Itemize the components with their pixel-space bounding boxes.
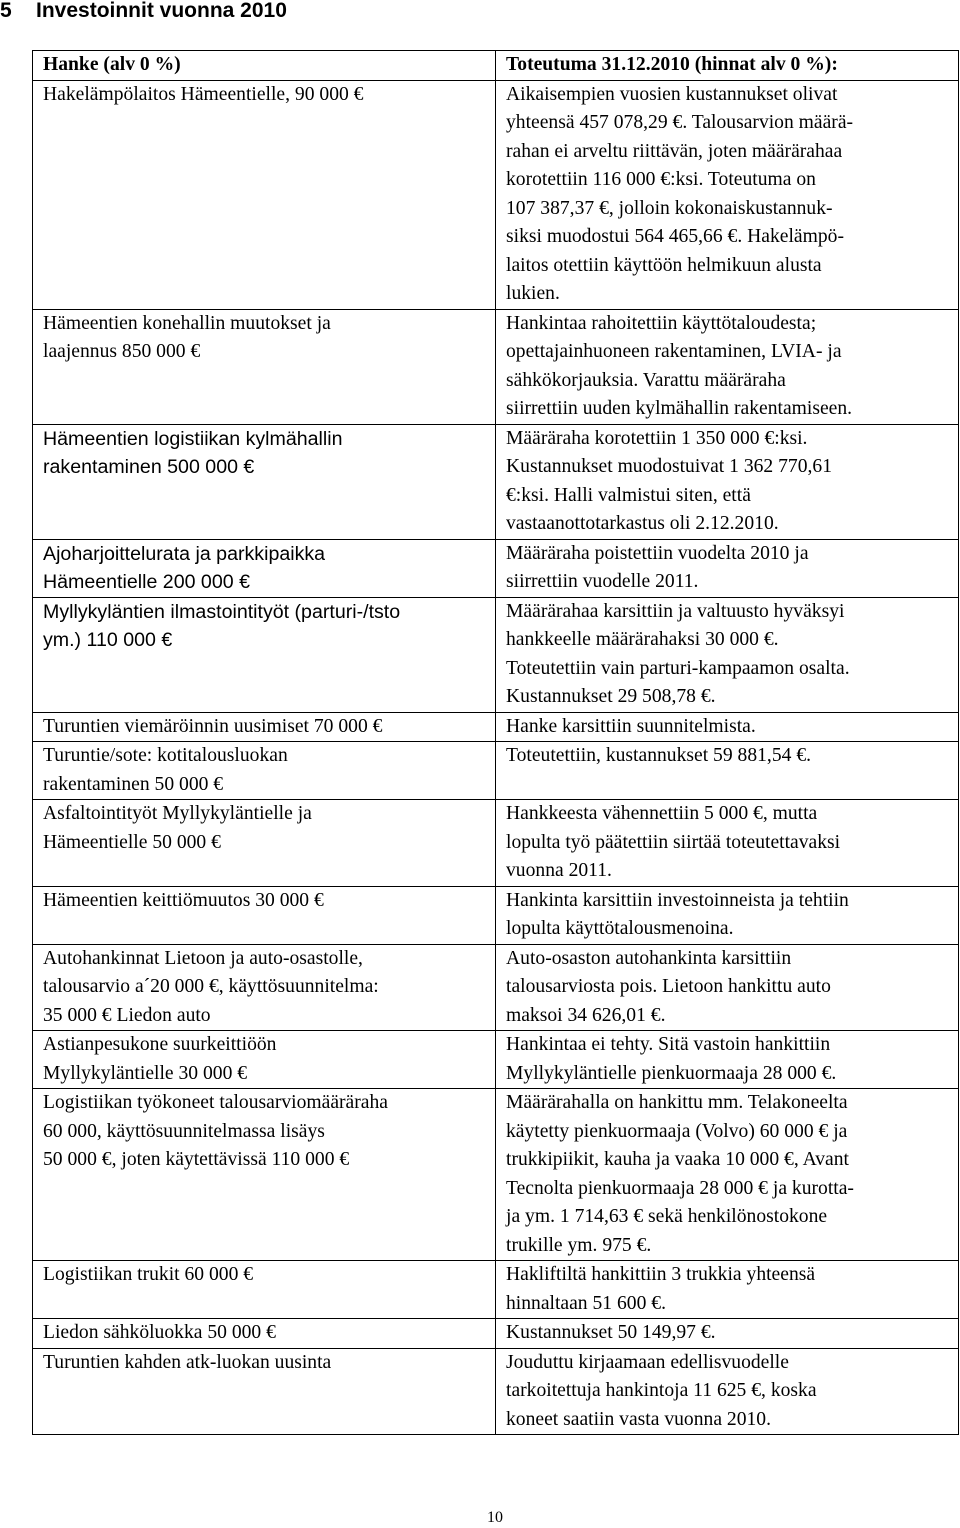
project-line: ym.) 110 000 € [43,629,173,651]
realization-line: Myllykyläntielle pienkuormaaja 28 000 €. [506,1062,837,1084]
realization-line: Hanke karsittiin suunnitelmista. [506,715,756,737]
realization-line: vastaanottotarkastus oli 2.12.2010. [506,513,779,534]
realization-cell [496,742,959,800]
realization-line: tarkoitettuja hankintoja 11 625 €, koska [506,1380,817,1401]
realization-line: Määräraha poistettiin vuodelta 2010 ja [506,542,809,564]
project-line: Ajoharjoittelurata ja parkkipaikka [43,542,326,565]
realization-line: trukkipiikit, kauha ja vaaka 10 000 €, Avant [506,1149,849,1170]
realization-line: vuonna 2011. [506,860,612,881]
project-cell [33,1031,496,1089]
realization-line: €:ksi. Halli valmistui siten, että [506,484,751,506]
realization-line: Määräraha korotettiin 1 350 000 €:ksi. [506,427,808,449]
realization-line: Tecnolta pienkuormaaja 28 000 € ja kurotta- [506,1177,854,1199]
realization-line: Kustannukset 50 149,97 €. [506,1322,716,1343]
realization-line: lopulta työ päätettiin siirtää toteutettavaksi [506,831,841,853]
realization-line: Kustannukset muodostuivat 1 362 770,61 [506,456,833,477]
project-line: rakentaminen 500 000 € [43,456,255,478]
project-cell [33,80,496,309]
project-cell [33,424,496,539]
realization-line: trukille ym. 975 €. [506,1234,652,1256]
project-cell [33,800,496,887]
realization-line: Hankintaa rahoitettiin käyttötaloudesta; [506,312,817,334]
project-cell [33,712,496,742]
realization-line: korotettiin 116 000 €:ksi. Toteutuma on [506,169,816,190]
section-number: 5 [0,0,12,22]
realization-cell [496,539,959,597]
project-cell [33,742,496,800]
project-line: Hämeentien keittiömuutos 30 000 € [43,889,324,911]
realization-cell [496,800,959,887]
table-row [33,539,959,597]
header-realization: Toteutuma 31.12.2010 (hinnat alv 0 %): [496,51,959,81]
project-cell [33,597,496,712]
project-line: 35 000 € Liedon auto [43,1004,211,1026]
realization-line: maksoi 34 626,01 €. [506,1004,666,1026]
project-line: Turuntie/sote: kotitalousluokan [43,745,288,766]
table-row [33,800,959,887]
realization-line: Hakliftiltä hankittiin 3 trukkia yhteensä [506,1264,816,1285]
realization-cell [496,80,959,309]
table-row [33,944,959,1031]
realization-line: lopulta käyttötalousmenoina. [506,918,734,939]
realization-line: siksi muodostui 564 465,66 €. Hakelämpö- [506,226,844,247]
table-row [33,1089,959,1261]
table-row [33,597,959,712]
realization-line: Kustannukset 29 508,78 €. [506,686,716,707]
project-cell [33,309,496,424]
project-line: 60 000, käyttösuunnitelmassa lisäys [43,1120,325,1142]
realization-line: laitos otettiin käyttöön helmikuun alusta [506,254,822,276]
realization-line: koneet saatiin vasta vuonna 2010. [506,1408,771,1430]
realization-cell [496,712,959,742]
project-cell [33,1261,496,1319]
realization-line: Hankinta karsittiin investoinneista ja tehtiin [506,889,849,911]
realization-line: Hankkeesta vähennettiin 5 000 €, mutta [506,803,818,824]
project-line: Autohankinnat Lietoon ja auto-osastolle, [43,947,363,969]
header-project: Hanke (alv 0 %) [33,51,496,81]
project-line: talousarvio a´20 000 €, käyttösuunnitelma: [43,976,379,997]
realization-line: Toteutettiin vain parturi-kampaamon osalta. [506,657,850,679]
realization-cell [496,1348,959,1435]
realization-cell [496,597,959,712]
realization-line: Toteutettiin, kustannukset 59 881,54 €. [506,745,812,766]
table-row [33,742,959,800]
realization-cell [496,1089,959,1261]
realization-line: yhteensä 457 078,29 €. Talousarvion määrä- [506,112,854,133]
table-row [33,712,959,742]
investments-table [32,50,959,1435]
project-line: Myllykyläntielle 30 000 € [43,1062,248,1084]
realization-line: siirrettiin uuden kylmähallin rakentamiseen. [506,398,853,419]
project-line: Asfaltointityöt Myllykyläntielle ja [43,803,312,824]
project-line: 50 000 €, joten käytettävissä 110 000 € [43,1149,350,1170]
realization-line: talousarviosta pois. Lietoon hankittu auto [506,976,831,997]
realization-line: 107 387,37 €, jolloin kokonaiskustannuk- [506,197,833,219]
project-cell [33,886,496,944]
project-line: Hämeentien konehallin muutokset ja [43,312,331,334]
table-row [33,886,959,944]
project-line: laajennus 850 000 € [43,341,201,362]
realization-line: lukien. [506,283,560,304]
project-line: Hämeentien logistiikan kylmähallin [43,427,343,450]
realization-cell [496,309,959,424]
realization-line: Auto-osaston autohankinta karsittiin [506,947,792,969]
realization-cell [496,886,959,944]
section-heading [0,0,287,25]
project-line: Turuntien viemäröinnin uusimiset 70 000 € [43,715,383,737]
project-line: rakentaminen 50 000 € [43,773,224,795]
project-line: Turuntien kahden atk-luokan uusinta [43,1351,332,1373]
realization-line: Määrärahaa karsittiin ja valtuusto hyväksyi [506,600,845,622]
realization-cell [496,1319,959,1349]
realization-line: hankkeelle määrärahaksi 30 000 €. [506,629,779,650]
project-line: Logistiikan työkoneet talousarviomääräraha [43,1092,388,1113]
project-cell [33,1319,496,1349]
project-line: Logistiikan trukit 60 000 € [43,1264,254,1285]
table-row [33,1261,959,1319]
section-title: Investoinnit vuonna 2010 [36,0,287,22]
realization-line: käytetty pienkuormaaja (Volvo) 60 000 € ja [506,1120,848,1142]
project-cell [33,944,496,1031]
realization-line: sähkökorjauksia. Varattu määräraha [506,369,786,391]
table-row [33,309,959,424]
table-row [33,424,959,539]
realization-line: Jouduttu kirjaamaan edellisvuodelle [506,1351,789,1373]
project-line: Hämeentielle 50 000 € [43,831,221,853]
realization-line: opettajainhuoneen rakentaminen, LVIA- ja [506,341,842,362]
project-line: Hämeentielle 200 000 € [43,571,250,593]
realization-line: siirrettiin vuodelle 2011. [506,571,699,592]
realization-line: ja ym. 1 714,63 € sekä henkilönostokone [506,1206,828,1227]
realization-line: Hankintaa ei tehty. Sitä vastoin hankittiin [506,1034,831,1055]
realization-cell [496,944,959,1031]
project-cell [33,1089,496,1261]
project-cell [33,539,496,597]
realization-cell [496,1261,959,1319]
project-line: Hakelämpölaitos Hämeentielle, 90 000 € [43,83,364,105]
page-number: 10 [487,1509,503,1526]
realization-line: rahan ei arveltu riittävän, joten määrärahaa [506,140,843,162]
realization-cell [496,424,959,539]
project-line: Myllykyläntien ilmastointityöt (parturi-/tsto [43,600,401,623]
table-row [33,1348,959,1435]
realization-cell [496,1031,959,1089]
realization-line: hinnaltaan 51 600 €. [506,1292,666,1314]
project-line: Liedon sähköluokka 50 000 € [43,1322,276,1343]
table-row [33,1031,959,1089]
realization-line: Määrärahalla on hankittu mm. Telakoneelta [506,1092,848,1113]
realization-line: Aikaisempien vuosien kustannukset olivat [506,83,838,105]
table-row [33,1319,959,1349]
project-cell [33,1348,496,1435]
table-header-row [33,51,959,81]
project-line: Astianpesukone suurkeittiöön [43,1034,277,1055]
table-row [33,80,959,309]
